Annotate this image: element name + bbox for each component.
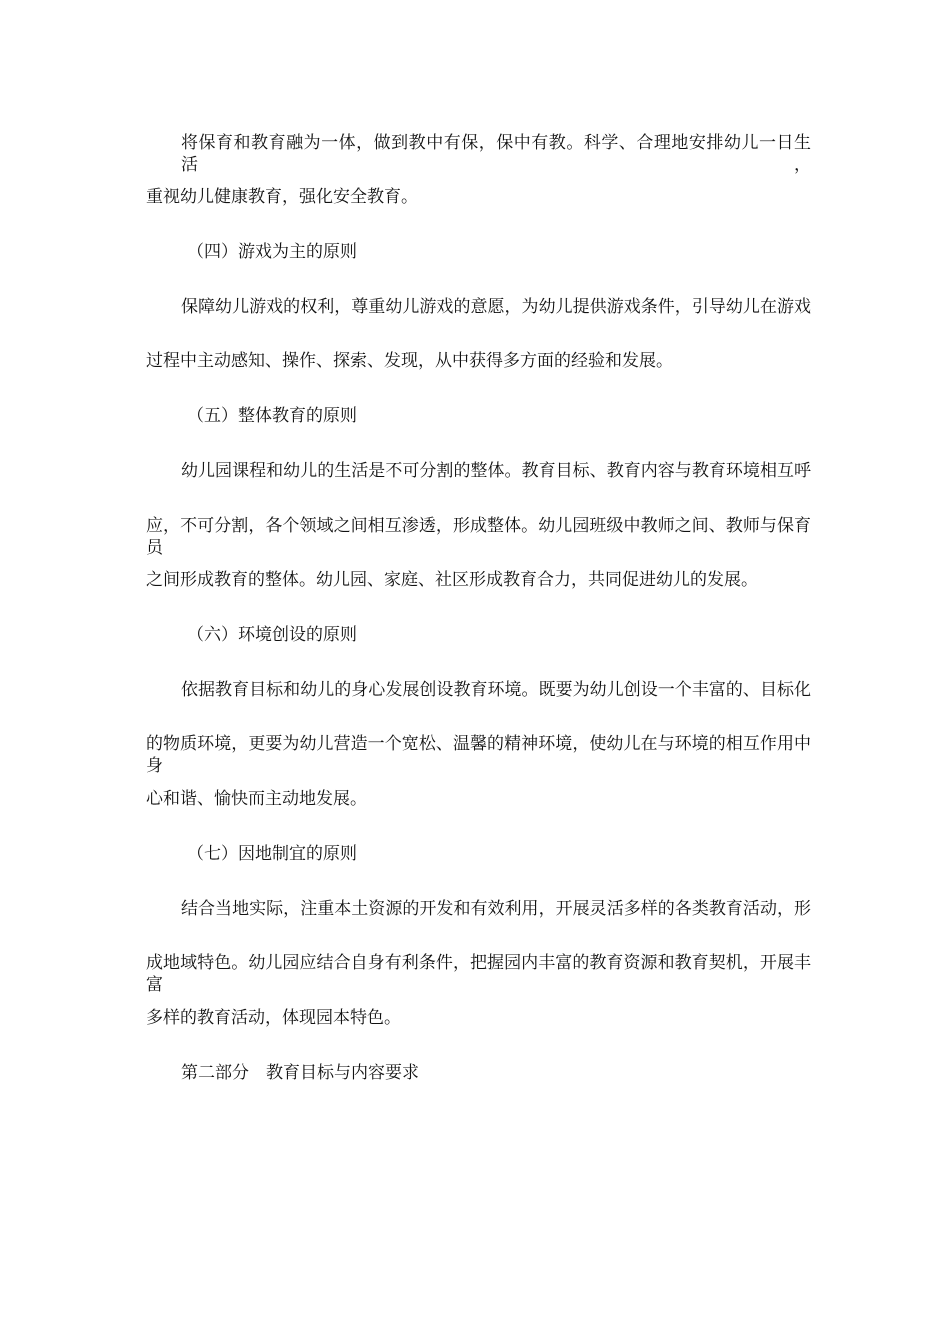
paragraph-line: 结合当地实际，注重本土资源的开发和有效利用，开展灵活多样的各类教育活动，形 — [181, 899, 811, 919]
section-heading: （六）环境创设的原则 — [187, 625, 357, 645]
section-heading: （七）因地制宜的原则 — [187, 844, 357, 864]
paragraph-line: 心和谐、愉快而主动地发展。 — [146, 789, 367, 809]
part-heading: 第二部分 教育目标与内容要求 — [181, 1063, 419, 1083]
paragraph-line: 将保育和教育融为一体，做到教中有保，保中有教。科学、合理地安排幼儿一日生活， — [181, 133, 811, 175]
paragraph-line: 的物质环境，更要为幼儿营造一个宽松、温馨的精神环境，使幼儿在与环境的相互作用中身 — [146, 734, 811, 776]
paragraph-line: 过程中主动感知、操作、探索、发现，从中获得多方面的经验和发展。 — [146, 351, 673, 371]
paragraph-line: 幼儿园课程和幼儿的生活是不可分割的整体。教育目标、教育内容与教育环境相互呼 — [181, 461, 811, 481]
section-heading: （五）整体教育的原则 — [187, 406, 357, 426]
paragraph-line: 成地域特色。幼儿园应结合自身有利条件，把握园内丰富的教育资源和教育契机，开展丰富 — [146, 953, 811, 995]
paragraph-line: 保障幼儿游戏的权利，尊重幼儿游戏的意愿，为幼儿提供游戏条件，引导幼儿在游戏 — [181, 297, 811, 317]
paragraph-line: 之间形成教育的整体。幼儿园、家庭、社区形成教育合力，共同促进幼儿的发展。 — [146, 570, 758, 590]
paragraph-line: 多样的教育活动，体现园本特色。 — [146, 1008, 401, 1028]
section-heading: （四）游戏为主的原则 — [187, 242, 357, 262]
paragraph-line: 重视幼儿健康教育，强化安全教育。 — [146, 187, 418, 207]
paragraph-line: 应，不可分割，各个领域之间相互渗透，形成整体。幼儿园班级中教师之间、教师与保育员 — [146, 516, 811, 558]
paragraph-line: 依据教育目标和幼儿的身心发展创设教育环境。既要为幼儿创设一个丰富的、目标化 — [181, 680, 811, 700]
